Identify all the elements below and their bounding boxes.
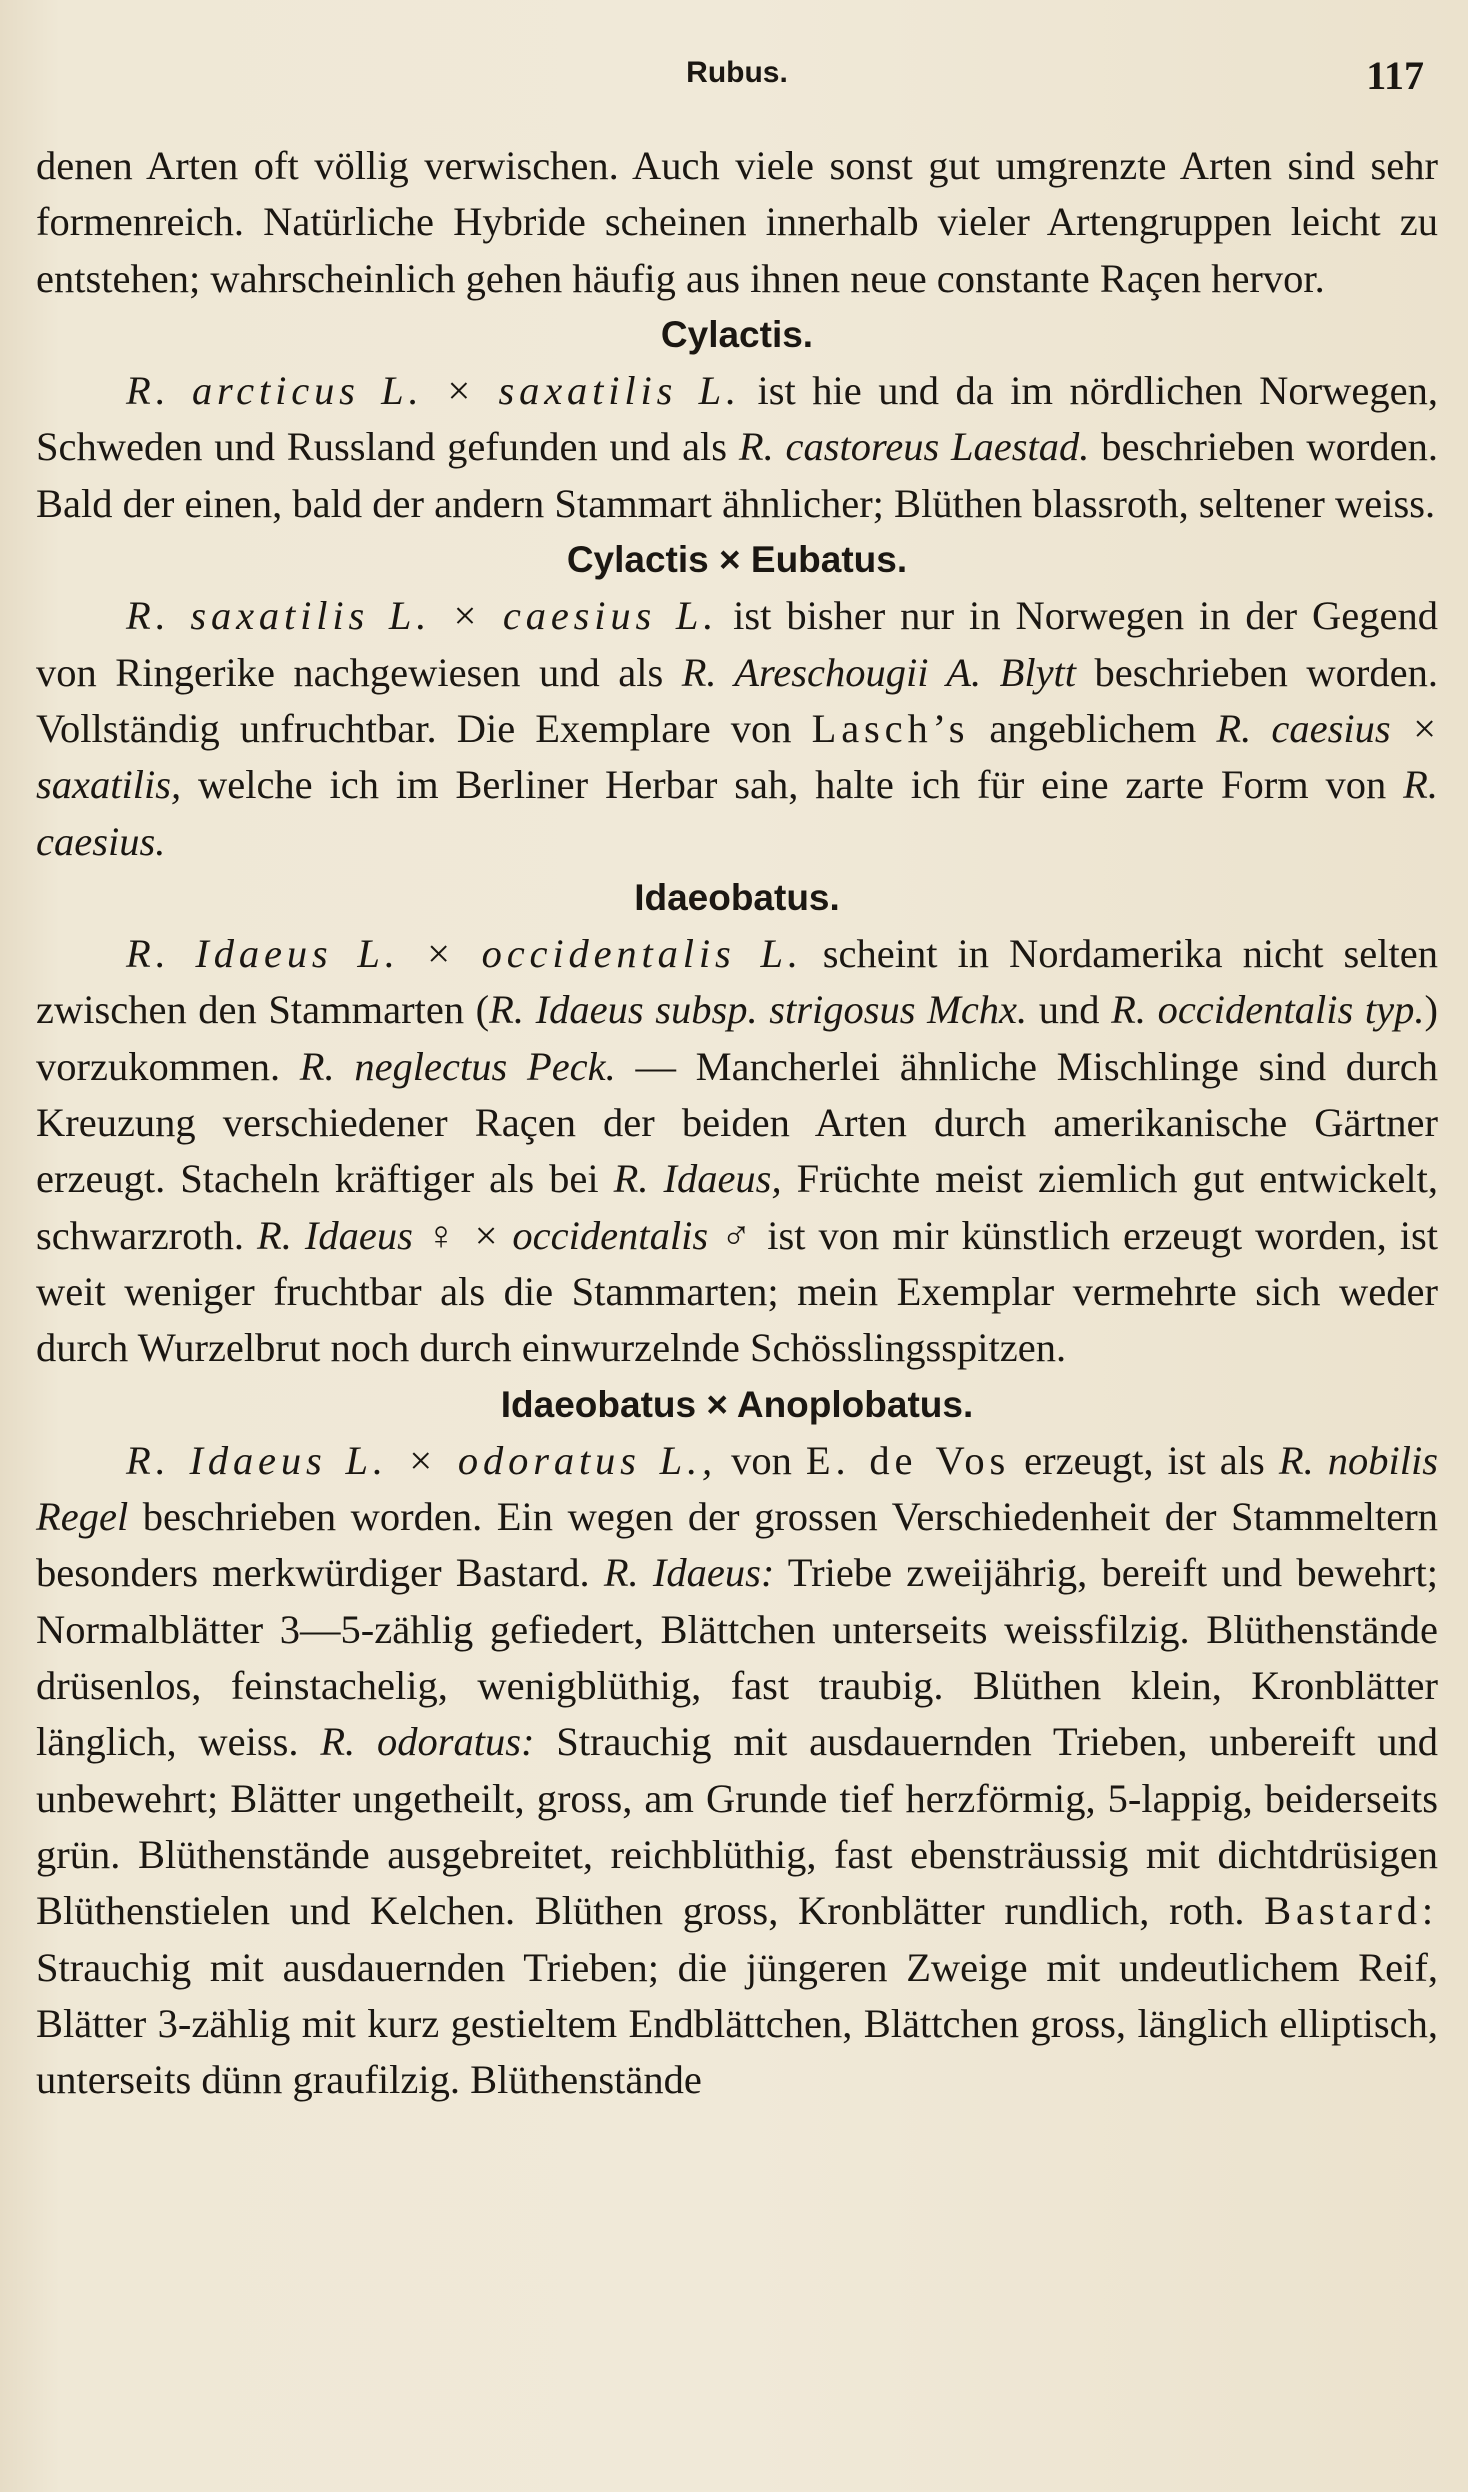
taxon-name: R. neglectus Peck. bbox=[299, 1043, 616, 1089]
taxon-name: R. nobilis Regel bbox=[36, 1437, 1439, 1540]
species-name: R. Idaeus L. × occidentalis L. bbox=[126, 931, 803, 977]
running-head bbox=[36, 40, 1438, 104]
author-name: Lasch’s bbox=[811, 705, 970, 751]
species-name: R. Idaeus L. × odoratus L., bbox=[126, 1437, 718, 1483]
intro-paragraph: denen Arten oft völlig verwischen. Auch viele sonst gut umgrenzte Arten sind sehr formenreich. Natürliche Hybride scheinen innerhalb vieler Artengruppen leicht zu entstehen; wahrscheinlich gehen häufig aus ihnen neue constante Raçen hervor. bbox=[36, 143, 1438, 301]
paragraph-idaeobatus: R. Idaeus L. × occidentalis L. scheint in Nordamerika nicht selten zwischen den Stammarten (R. Idaeus subsp. strigosus Mchx. und R. occidentalis typ.) vorzukommen. R. neglectus Peck. — Mancherlei ähnliche Mischlinge sind durch Kreuzung verschiedener Raçen der beiden Arten durch amerikanische Gärtner erzeugt. Stacheln kräftiger als bei R. Idaeus, Früchte meist ziemlich gut entwickelt, schwarzroth. R. Idaeus ♀ × occidentalis ♂ ist von mir künstlich erzeugt worden, ist weit weniger fruchtbar als die Stammarten; mein Exemplar vermehrte sich weder durch Wurzelbrut noch durch einwurzelnde Schösslingsspitzen. bbox=[36, 931, 1438, 1371]
paragraph-idaeobatus-anoplobatus: R. Idaeus L. × odoratus L., von E. de Vos erzeugt, ist als R. nobilis Regel beschrieben worden. Ein wegen der grossen Verschiedenheit der Stammeltern besonders merkwürdiger Bastard. R. Idaeus: Triebe zweijährig, bereift und bewehrt; Normalblätter 3—5-zählig gefiedert, Blättchen unterseits weissfilzig. Blüthenstände drüsenlos, feinstachelig, wenigblüthig, fast traubig. Blüthen klein, Kronblätter länglich, weiss. R. odoratus: Strauchig mit ausdauernden Trieben, unbereift und unbewehrt; Blätter ungetheilt, gross, am Grunde tief herzförmig, 5-lappig, beiderseits grün. Blüthenstände ausgebreitet, reichblüthig, fast ebensträussig mit dichtdrüsigen Blüthenstielen und Kelchen. Blüthen gross, Kronblätter rundlich, roth. Bastard: Strauchig mit ausdauernden Trieben; die jüngeren Zweige mit undeutlichem Reif, Blätter 3-zählig mit kurz gestieltem Endblättchen, Blättchen gross, länglich elliptisch, unterseits dünn graufilzig. Blüthenstände bbox=[36, 1437, 1439, 2103]
taxon-name: R. Idaeus: bbox=[603, 1550, 775, 1596]
taxon-name: R. Areschougii A. Blytt bbox=[681, 649, 1077, 695]
species-name: R. saxatilis L. × caesius L. bbox=[126, 593, 719, 639]
heading-idaeobatus: Idaeobatus. bbox=[634, 876, 840, 918]
bastard-label: Bastard: bbox=[1264, 1888, 1438, 1934]
taxon-name: R. caesius. bbox=[36, 762, 1438, 864]
heading-idaeobatus-anoplobatus: Idaeobatus × Anoplobatus. bbox=[500, 1383, 974, 1425]
species-name: R. arcticus L. × saxatilis L. bbox=[126, 368, 741, 414]
taxon-name: R. Idaeus, bbox=[613, 1156, 782, 1202]
taxon-name: R. Idaeus ♀ × occidentalis ♂ bbox=[257, 1212, 755, 1258]
heading-cylactis: Cylactis. bbox=[660, 313, 814, 355]
taxon-name: R. occidentalis typ. bbox=[1111, 987, 1425, 1033]
page-number: 117 bbox=[1366, 53, 1424, 98]
body-text bbox=[36, 138, 1438, 2108]
taxon-name: R. odoratus: bbox=[320, 1719, 535, 1765]
taxon-name: R. caesius × saxatilis, bbox=[36, 705, 1438, 808]
running-title: Rubus. bbox=[686, 56, 788, 89]
taxon-name: R. castoreus Laestad. bbox=[738, 424, 1090, 470]
taxon-name: R. Idaeus subsp. strigosus Mchx. bbox=[489, 987, 1028, 1033]
author-name: E. de Vos bbox=[805, 1437, 1011, 1483]
heading-cylactis-eubatus: Cylactis × Eubatus. bbox=[566, 539, 908, 581]
paragraph-cylactis-eubatus: R. saxatilis L. × caesius L. ist bisher nur in Norwegen in der Gegend von Ringerike nachgewiesen und als R. Areschougii A. Blytt beschrieben worden. Vollständig unfruchtbar. Die Exemplare von Lasch’s angeblichem R. caesius × saxatilis, welche ich im Berliner Herbar sah, halte ich für eine zarte Form von R. caesius. bbox=[36, 593, 1438, 864]
paragraph-cylactis: R. arcticus L. × saxatilis L. ist hie und da im nördlichen Norwegen, Schweden und Russland gefunden und als R. castoreus Laestad. beschrieben worden. Bald der einen, bald der andern Stammart ähnlicher; Blüthen blassroth, seltener weiss. bbox=[36, 368, 1438, 526]
